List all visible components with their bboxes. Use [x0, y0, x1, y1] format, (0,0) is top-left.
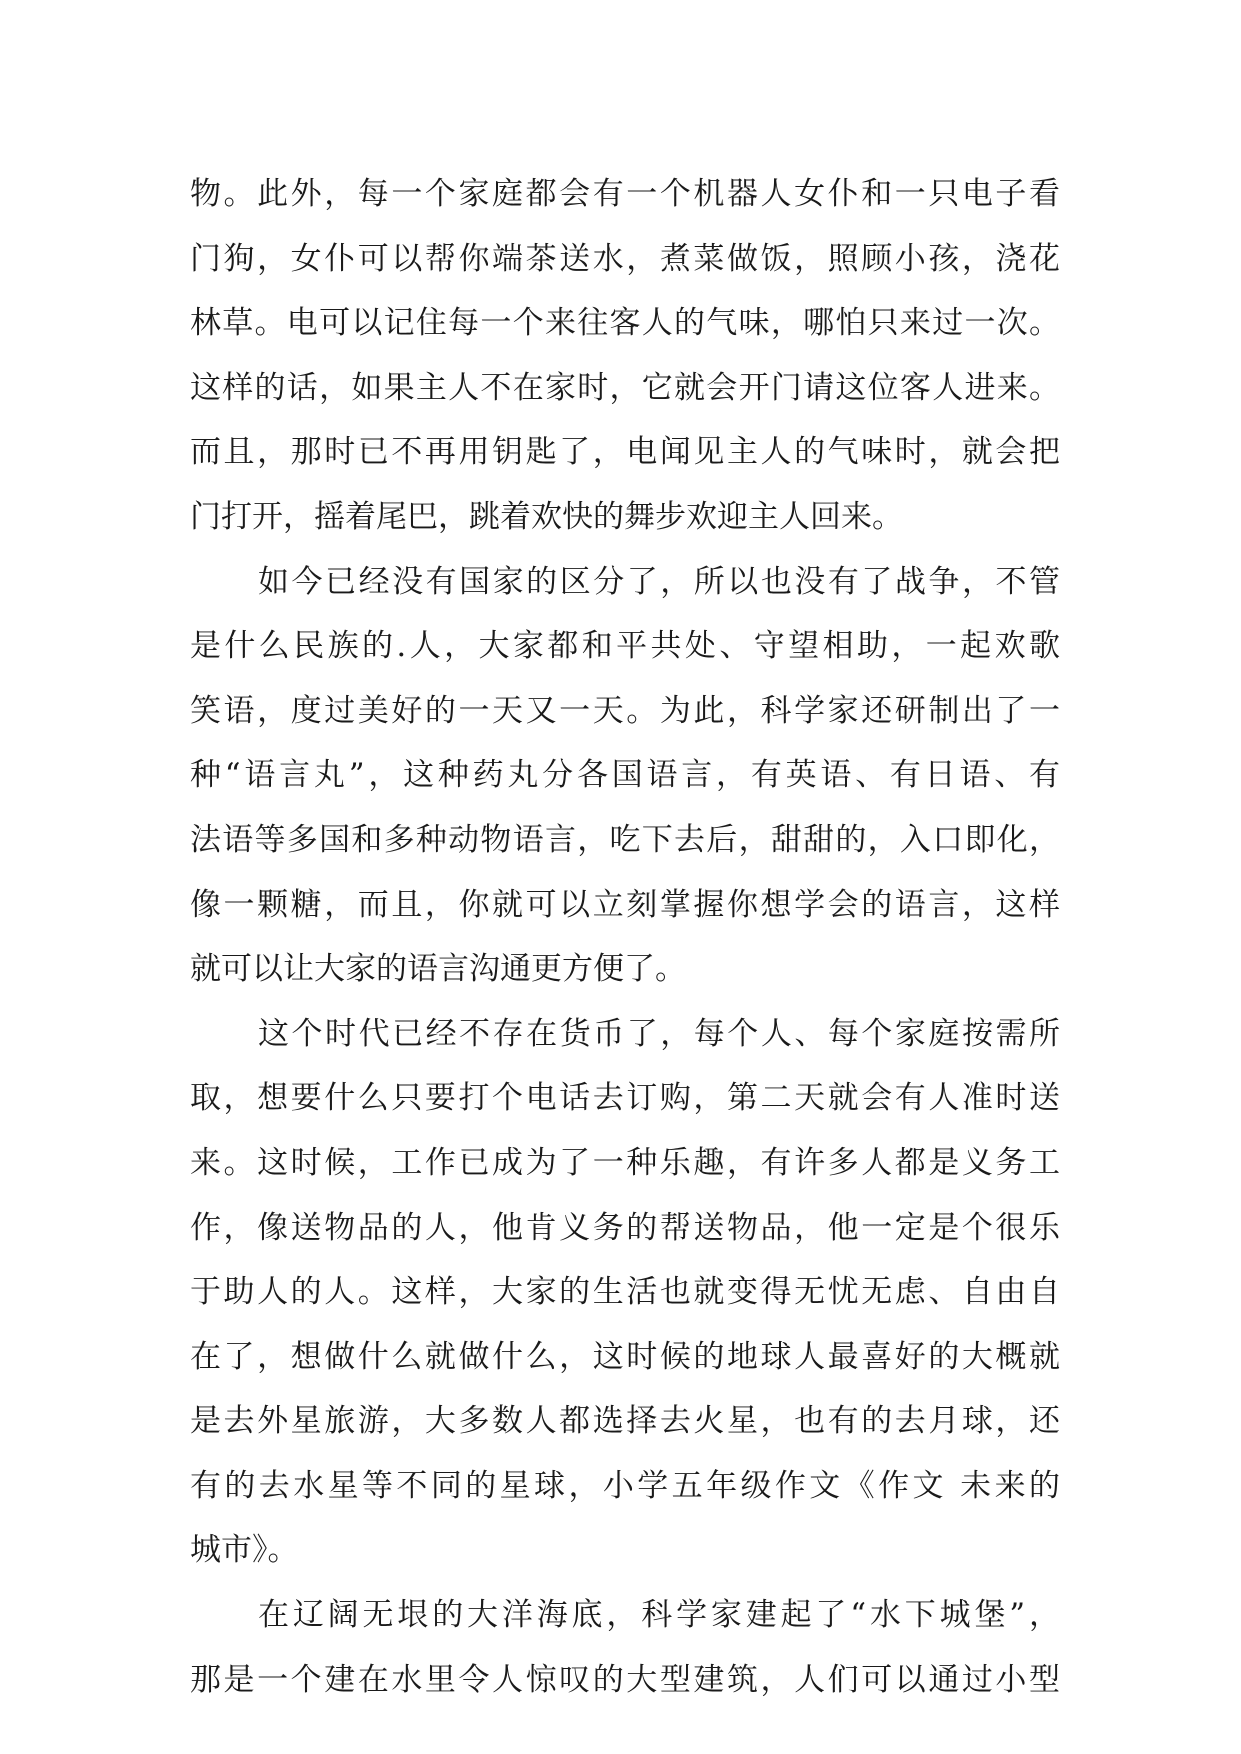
text-line: 在了，想做什么就做什么，这时候的地球人最喜好的大概就: [190, 1338, 1060, 1375]
paragraph-first-line: 在辽阔无垠的大洋海底，科学家建起了“水下城堡”，: [258, 1597, 1060, 1634]
text-line: 像一颗糖，而且，你就可以立刻掌握你想学会的语言，这样: [190, 886, 1060, 923]
paragraph-first-line: 如今已经没有国家的区分了，所以也没有了战争，不管: [258, 563, 1060, 600]
text-line: 取，想要什么只要打个电话去订购，第二天就会有人准时送: [190, 1080, 1060, 1117]
text-line: 物。此外，每一个家庭都会有一个机器人女仆和一只电子看: [190, 176, 1060, 212]
text-line: 就可以让大家的语言沟通更方便了。: [190, 951, 686, 988]
text-line: 笑语，度过美好的一天又一天。为此，科学家还研制出了一: [190, 692, 1060, 729]
document-body: [190, 162, 1060, 1712]
text-line: 这样的话，如果主人不在家时，它就会开门请这位客人进来。: [190, 369, 1060, 406]
text-line: 门狗，女仆可以帮你端茶送水，煮菜做饭，照顾小孩，浇花: [190, 240, 1060, 277]
text-line: 有的去水星等不同的星球，小学五年级作文《作文 未来的: [190, 1467, 1060, 1504]
text-line: 种“语言丸”，这种药丸分各国语言，有英语、有日语、有: [190, 757, 1060, 794]
text-line: 那是一个建在水里令人惊叹的大型建筑，人们可以通过小型: [190, 1661, 1060, 1698]
paragraph-first-line: 这个时代已经不存在货币了，每个人、每个家庭按需所: [258, 1015, 1060, 1052]
text-line: 城市》。: [190, 1532, 299, 1569]
text-line: 是什么民族的.人，大家都和平共处、守望相助，一起欢歌: [190, 628, 1060, 665]
text-line: 法语等多国和多种动物语言，吃下去后，甜甜的，入口即化，: [190, 821, 1060, 858]
text-line: 于助人的人。这样，大家的生活也就变得无忧无虑、自由自: [190, 1274, 1060, 1311]
text-line: 林草。电可以记住每一个来往客人的气味，哪怕只来过一次。: [190, 305, 1060, 342]
text-line: 是去外星旅游，大多数人都选择去火星，也有的去月球，还: [190, 1403, 1060, 1440]
text-line: 而且，那时已不再用钥匙了，电闻见主人的气味时，就会把: [190, 434, 1060, 471]
text-line: 门打开，摇着尾巴，跳着欢快的舞步欢迎主人回来。: [190, 498, 903, 535]
text-line: 作，像送物品的人，他肯义务的帮送物品，他一定是个很乐: [190, 1209, 1060, 1246]
text-line: 来。这时候，工作已成为了一种乐趣，有许多人都是义务工: [190, 1144, 1060, 1181]
